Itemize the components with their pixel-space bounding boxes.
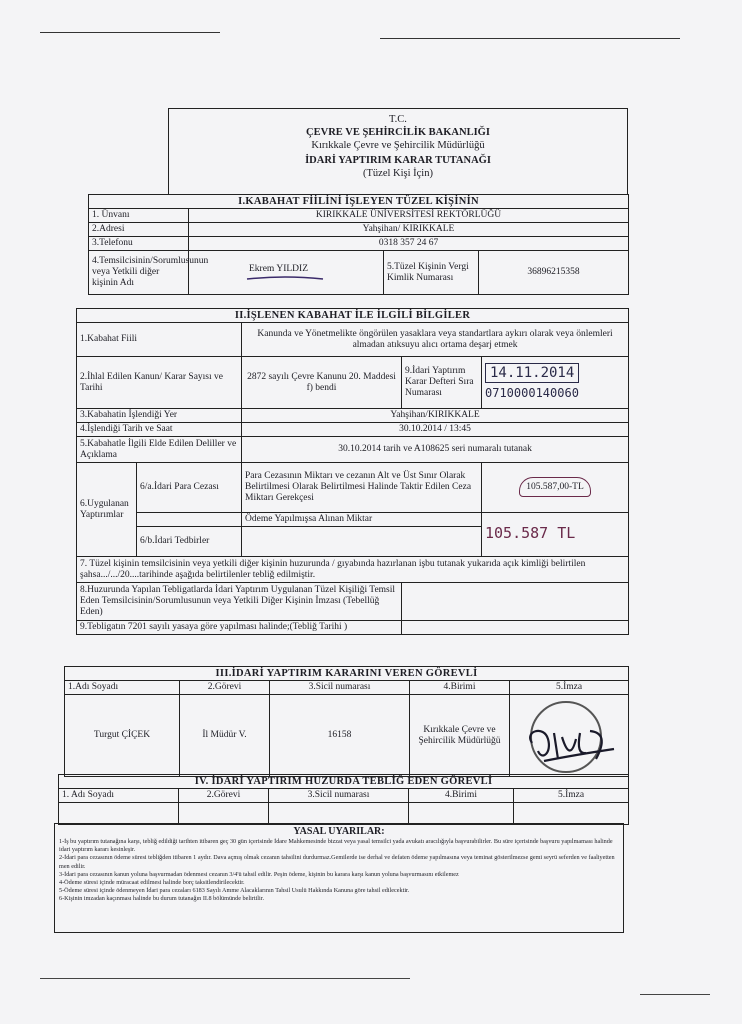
- bottom-rule-left: [40, 978, 410, 979]
- section4-table: [58, 774, 629, 825]
- yasal-item-3: 3-İdari para cezasının kanun yoluna başvurmadan ödenmesi cezanın 3/4'ü tahsil edilir. Peşin ödeme, kişinin bu karara karşı kanun yoluna başvurmasını etkilemez: [59, 870, 459, 878]
- yasal-uyarilar: [54, 823, 624, 933]
- top-rule-right: [380, 38, 680, 39]
- form-header: [168, 108, 628, 194]
- odeme-handwritten-cell: [482, 513, 629, 557]
- delil-label: 5.Kabahatle İlgili Elde Edilen Deliller ve Açıklama: [77, 437, 242, 463]
- section3-title: III.İDARİ YAPTIRIM KARARINI VEREN GÖREVLİ: [65, 667, 629, 681]
- tarih-label: 4.İşlendiği Tarih ve Saat: [77, 423, 242, 437]
- s4-h-imza: 5.İmza: [514, 789, 629, 803]
- bottom-rule-right: [640, 994, 710, 995]
- para-cezasi-amount: 105.587,00-TL: [519, 477, 591, 497]
- delil-value: 30.10.2014 tarih ve A108625 seri numaralı tutanak: [242, 437, 629, 463]
- unvan-label: 1. Ünvanı: [89, 209, 189, 223]
- s3-h-birim: 4.Birimi: [410, 681, 510, 695]
- odeme-handwritten: 105.587 TL: [485, 523, 576, 542]
- s3-gorev: İl Müdür V.: [180, 695, 270, 777]
- s3-h-gorev: 2.Görevi: [180, 681, 270, 695]
- section1-title: I.KABAHAT FİİLİNİ İŞLEYEN TÜZEL KİŞİNİN: [89, 195, 629, 209]
- telefon-label: 3.Telefonu: [89, 237, 189, 251]
- handwritten-underline: [245, 275, 325, 281]
- s4-h-ad: 1. Adı Soyadı: [59, 789, 179, 803]
- telefon-value: 0318 357 24 67: [189, 237, 629, 251]
- header-tc: T.C.: [389, 114, 407, 125]
- section2-table: [76, 308, 629, 635]
- tarih-value: 30.10.2014 / 13:45: [242, 423, 629, 437]
- header-form-subtitle: (Tüzel Kişi İçin): [363, 168, 433, 179]
- odeme-label: Ödeme Yapılmışsa Alınan Miktar: [242, 513, 482, 527]
- para-cezasi-label: 6/a.İdari Para Cezası: [137, 463, 242, 513]
- s3-ad: Turgut ÇİÇEK: [65, 695, 180, 777]
- vergi-value: 36896215358: [479, 251, 629, 295]
- yasal-item-4: 4-Ödeme süresi içinde müracaat edilmesi halinde borç taksitlendirilecektir.: [59, 879, 245, 887]
- defter-values: [482, 357, 629, 409]
- ihlal-label: 2.İhlal Edilen Kanun/ Karar Sayısı ve Tarihi: [77, 357, 242, 409]
- s4-h-gorev: 2.Görevi: [179, 789, 269, 803]
- s3-sicil: 16158: [270, 695, 410, 777]
- karar-tutanagi-form: [50, 108, 628, 933]
- yasal-item-1: 1-İş bu yaptırım tutanağına karşı, tebliğ edildiği tarihten itibaren geç 30 gün içerisinde İdare Mahkemesinde bizzat veya yasal temsilci yada avukatı aracılığıyla başvurabilirler. Bu süre içerisinde başvuru yapılmaması halinde idari yaptırım kararı kesinleşir.: [59, 838, 613, 854]
- yer-value: Yahşihan/KIRIKKALE: [242, 409, 629, 423]
- yasal-item-2: 2-İdari para cezasının ödeme süresi tebliğden itibaren 1 aydır. Dava açmış olmak cezanın tahsilini durdurmaz.Gemilerde ise derhal ve defaten ödeme yapılmasına veya teminat gösterilmezse gemi seyrü seferden ve faaliyetten men edilir.: [59, 854, 615, 870]
- row9-text: 9.Tebligatın 7201 sayılı yasaya göre yapılması halinde;(Tebliğ Tarihi ): [77, 621, 402, 635]
- header-directorate: Kırıkkale Çevre ve Şehircilik Müdürlüğü: [311, 140, 485, 151]
- section3-table: [64, 666, 629, 777]
- s3-h-imza: 5.İmza: [510, 681, 629, 695]
- s3-h-ad: 1.Adı Soyadı: [65, 681, 180, 695]
- unvan-value: KIRIKKALE ÜNİVERSİTESİ REKTÖRLÜĞÜ: [189, 209, 629, 223]
- yer-label: 3.Kabahatin İşlendiği Yer: [77, 409, 242, 423]
- defter-no-handwritten: 0710000140060: [485, 386, 579, 400]
- yasal-item-5: 5-Ödeme süresi içinde ödenmeyen İdari para cezaları 6183 Sayılı Amme Alacaklarının Tahsil Usulü Hakkında Kanuna göre tahsil edilecektir.: [59, 887, 410, 895]
- s4-h-birim: 4.Birimi: [409, 789, 514, 803]
- section4-title: IV. İDARİ YAPTIRIM HUZURDA TEBLİĞ EDEN GÖREVLİ: [59, 775, 629, 789]
- para-cezasi-value: [482, 463, 629, 513]
- s3-h-sicil: 3.Sicil numarası: [270, 681, 410, 695]
- ihlal-value: 2872 sayılı Çevre Kanunu 20. Maddesi f) bendi: [242, 357, 402, 409]
- adres-label: 2.Adresi: [89, 223, 189, 237]
- header-ministry: ÇEVRE VE ŞEHİRCİLİK BAKANLIĞI: [306, 127, 490, 138]
- top-rule-left: [40, 32, 220, 33]
- section2-title: II.İŞLENEN KABAHAT İLE İLGİLİ BİLGİLER: [77, 309, 629, 323]
- signature-image: [514, 703, 624, 773]
- s3-imza-cell: [510, 695, 629, 777]
- s3-birim: Kırıkkale Çevre ve Şehircilik Müdürlüğü: [410, 695, 510, 777]
- uygulanan-label: 6.Uygulanan Yaptırımlar: [77, 463, 137, 557]
- fiil-label: 1.Kabahat Fiili: [77, 323, 242, 357]
- yasal-title: YASAL UYARILAR:: [293, 826, 385, 837]
- para-cezasi-desc: Para Cezasının Miktarı ve cezanın Alt ve Üst Sınır Olarak Belirtilmesi Olarak Belirtilmesi Halinde Taktir Edilen Ceza Miktarı Gerekçesi: [242, 463, 482, 513]
- row8-text: 8.Huzurunda Yapılan Tebligatlarda İdari Yaptırım Uygulanan Tüzel Kişiliği Temsil Eden Temsilcisinin/Sorumlusunun veya Yetkili Diğer Kişinin İmzası (Tebellüğ Eden): [77, 583, 402, 621]
- defter-label: 9.İdari Yaptırım Karar Defteri Sıra Numarası: [402, 357, 482, 409]
- section1-table: [88, 194, 629, 295]
- vergi-label: 5.Tüzel Kişinin Vergi Kimlik Numarası: [384, 251, 479, 295]
- temsilci-name: Ekrem YILDIZ: [249, 264, 308, 274]
- defter-date-handwritten: 14.11.2014: [485, 363, 579, 383]
- tedbir-label: 6/b.İdari Tedbirler: [137, 527, 242, 557]
- s4-h-sicil: 3.Sicil numarası: [269, 789, 409, 803]
- fiil-value: Kanunda ve Yönetmelikte öngörülen yasaklara veya standartlara aykırı olarak veya önlemleri almadan atıksuyu alıcı ortama deşarj etmek: [242, 323, 629, 357]
- temsilci-label: 4.Temsilcisinin/Sorumlusunun veya Yetkili diğer kişinin Adı: [89, 251, 189, 295]
- row7-text: 7. Tüzel kişinin temsilcisinin veya yetkili diğer kişinin huzurunda / gıyabında hazırlanan işbu tutanak yukarıda açık kimliği belirtilen şahsa.../.../20....tarihinde aşağıda belirtilenler tebliğ edilmiştir.: [77, 557, 629, 583]
- temsilci-value: [189, 251, 384, 295]
- header-form-title: İDARİ YAPTIRIM KARAR TUTANAĞI: [305, 155, 491, 166]
- adres-value: Yahşihan/ KIRIKKALE: [189, 223, 629, 237]
- yasal-item-6: 6-Kişinin imzadan kaçınması halinde bu durum tutanağın II.8 bölümünde belirtilir.: [59, 895, 265, 903]
